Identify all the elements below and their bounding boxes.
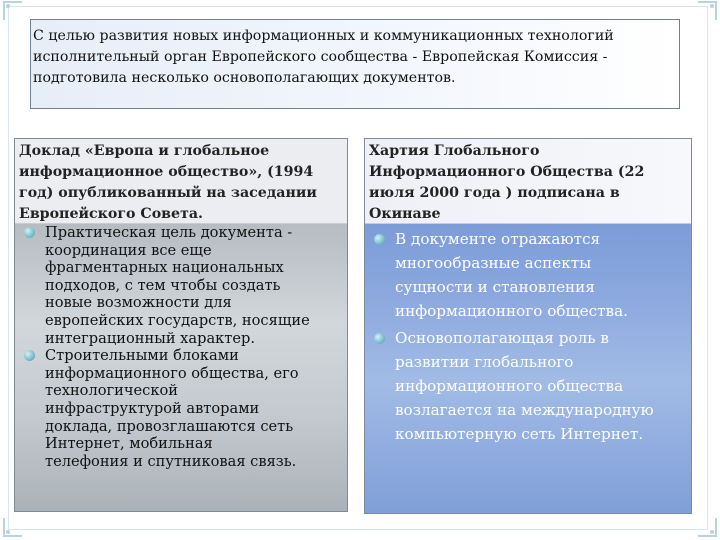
bullet-item (15, 224, 347, 347)
corner-ornament-bottom-left (2, 516, 24, 538)
bullet-dot-icon (374, 234, 385, 245)
bullet-line: подходов, с тем чтобы создать (45, 276, 281, 294)
heading-line: информационное общество», (1994 (19, 164, 314, 180)
intro-line: С целью развития новых информационных и коммуникационных технологий (33, 28, 614, 44)
bullet-line: Основополагающая роль в (395, 329, 609, 347)
left-column-heading (15, 139, 347, 224)
bullet-line: Практическая цель документа - (45, 224, 293, 241)
heading-line: Окинаве (369, 206, 441, 222)
intro-text-box (30, 19, 680, 109)
bullet-line: технологической (45, 382, 178, 400)
bullet-line: инфраструктурой авторами (45, 399, 260, 417)
bullet-item (15, 347, 347, 470)
heading-line: Доклад «Европа и глобальное (19, 143, 270, 159)
bullet-line: информационного общества. (395, 302, 628, 320)
heading-line: июля 2000 года ) подписана в (369, 185, 620, 201)
bullet-line: интеграционный характер. (45, 329, 255, 347)
right-column-heading (365, 139, 691, 224)
intro-line: исполнительный орган Европейского сообщества - Европейская Комиссия - (33, 49, 608, 65)
heading-line: Европейского Совета. (19, 206, 203, 222)
heading-line: Хартия Глобального (369, 143, 540, 159)
left-bullet-list (15, 224, 347, 470)
bullet-line: компьютерную сеть Интернет. (395, 425, 644, 443)
bullet-line: фрагментарных национальных (45, 259, 284, 277)
bullet-line: доклада, провозглашаются сеть (45, 417, 294, 435)
bullet-dot-icon (24, 227, 35, 238)
bullet-line: европейских государств, носящие (45, 311, 310, 329)
left-document-column (14, 138, 348, 512)
bullet-line: координация все еще (45, 241, 212, 259)
heading-line: Информационного Общества (22 (369, 164, 645, 180)
bullet-line: телефония и спутниковая связь. (45, 452, 297, 470)
bullet-line: сущности и становления (395, 278, 595, 296)
corner-ornament-top-left (2, 0, 24, 22)
corner-ornament-top-right (696, 0, 718, 22)
intro-line: подготовила несколько основополагающих документов. (33, 70, 456, 86)
bullet-line: Строительными блоками (45, 347, 239, 365)
bullet-item (365, 227, 691, 323)
heading-line: год) опубликованный на заседании (19, 185, 317, 201)
bullet-dot-icon (374, 333, 385, 344)
bullet-line: информационного общества (395, 377, 624, 395)
bullet-line: новые возможности для (45, 294, 232, 312)
bullet-dot-icon (24, 350, 35, 361)
bullet-line: возлагается на международную (395, 401, 654, 419)
bullet-line: В документе отражаются (395, 230, 601, 248)
bullet-line: информационного общества, его (45, 364, 299, 382)
right-document-column (364, 138, 692, 514)
bullet-line: многообразные аспекты (395, 254, 592, 272)
bullet-line: Интернет, мобильная (45, 435, 213, 453)
bullet-line: развитии глобального (395, 353, 574, 371)
right-bullet-list (365, 227, 691, 446)
bullet-item (365, 326, 691, 446)
corner-ornament-bottom-right (696, 516, 718, 538)
